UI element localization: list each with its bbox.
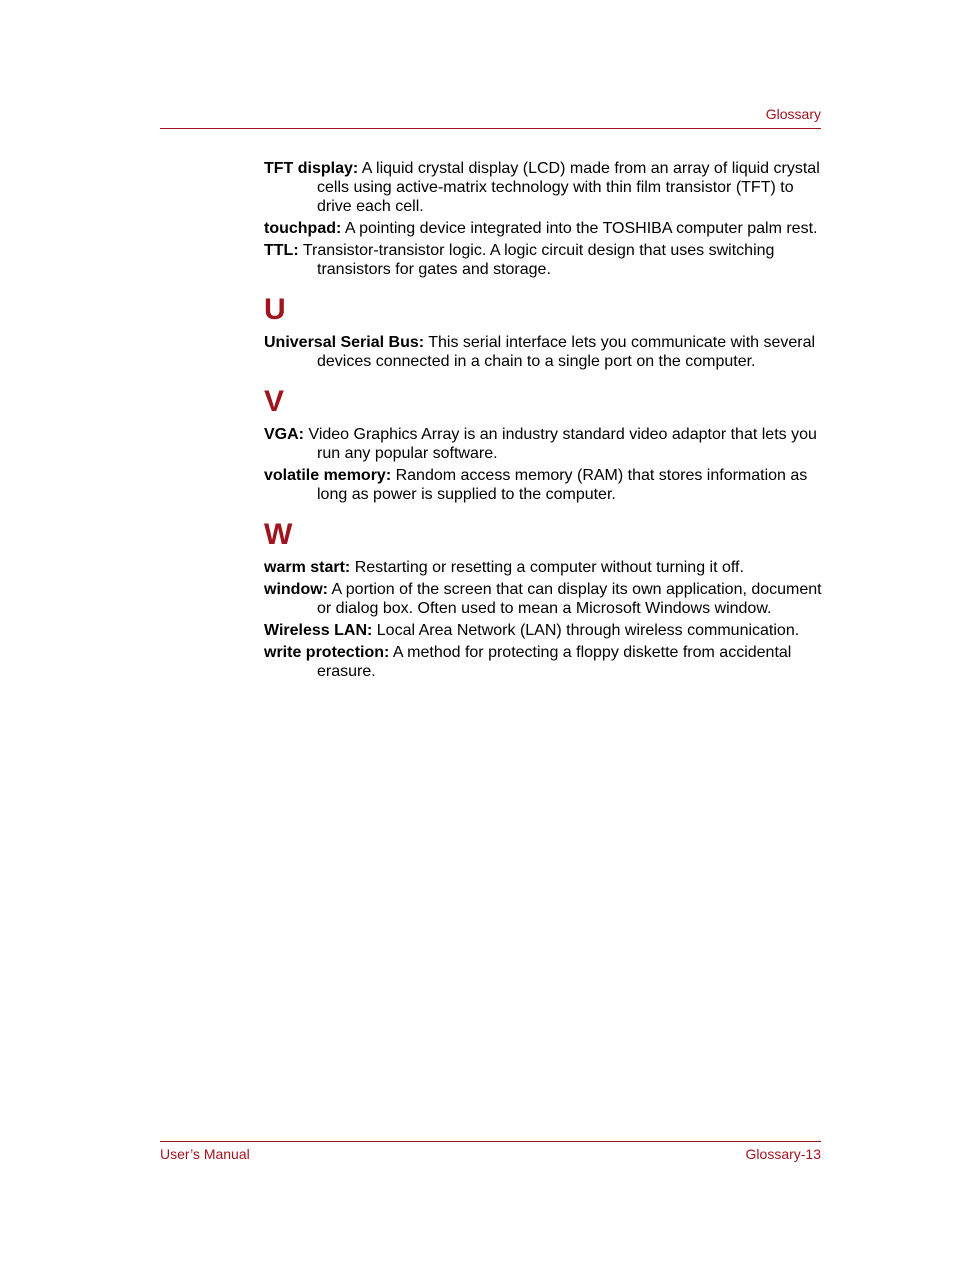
entry-term: Wireless LAN:: [264, 622, 373, 639]
entry-definition: A portion of the screen that can display its own application, document or dialog box. Often used to mean a Microsoft Windows window.: [317, 581, 822, 617]
entry-term: Universal Serial Bus:: [264, 334, 425, 351]
entry-term: touchpad:: [264, 220, 342, 237]
glossary-entry: [264, 580, 824, 618]
glossary-entry: [264, 643, 824, 681]
glossary-entry: [264, 558, 824, 577]
entry-term: window:: [264, 581, 328, 598]
glossary-content: [264, 159, 824, 684]
footer-manual-title: User’s Manual: [160, 1146, 250, 1162]
entry-term: warm start:: [264, 559, 351, 576]
footer-page-number: Glossary-13: [745, 1146, 821, 1162]
header-rule: [160, 128, 821, 129]
entry-definition: A method for protecting a floppy diskette from accidental erasure.: [317, 644, 792, 680]
entry-definition: Video Graphics Array is an industry standard video adaptor that lets you run any popular software.: [304, 426, 817, 462]
entry-definition: Transistor-transistor logic. A logic circuit design that uses switching transistors for gates and storage.: [298, 242, 775, 278]
entry-term: VGA:: [264, 426, 304, 443]
entry-definition: A liquid crystal display (LCD) made from an array of liquid crystal cells using active-matrix technology with thin film transistor (TFT) to drive each cell.: [317, 160, 820, 215]
entry-term: TFT display:: [264, 160, 359, 177]
glossary-section-u: [264, 293, 824, 371]
glossary-entry: [264, 466, 824, 504]
entry-definition: A pointing device integrated into the TOSHIBA computer palm rest.: [341, 220, 818, 237]
glossary-entry: [264, 425, 824, 463]
glossary-entry: [264, 241, 824, 279]
glossary-entry: [264, 621, 824, 640]
entry-definition: Restarting or resetting a computer without turning it off.: [350, 559, 744, 576]
entry-term: volatile memory:: [264, 467, 392, 484]
glossary-section-v: [264, 385, 824, 504]
footer-rule: [160, 1141, 821, 1142]
glossary-section-w: [264, 518, 824, 681]
glossary-entry: [264, 219, 824, 238]
section-letter-heading: U: [264, 293, 286, 326]
glossary-entry: [264, 159, 824, 216]
entry-term: TTL:: [264, 242, 299, 259]
section-letter-heading: V: [264, 385, 285, 418]
entry-definition: Local Area Network (LAN) through wireless communication.: [372, 622, 800, 639]
entry-definition: Random access memory (RAM) that stores information as long as power is supplied to the computer.: [317, 467, 808, 503]
glossary-section-t: [264, 159, 824, 279]
running-header: Glossary: [765, 106, 821, 122]
entry-definition: This serial interface lets you communicate with several devices connected in a chain to a single port on the computer.: [317, 334, 816, 370]
section-letter-heading: W: [264, 518, 293, 551]
glossary-entry: [264, 333, 824, 371]
entry-term: write protection:: [264, 644, 390, 661]
